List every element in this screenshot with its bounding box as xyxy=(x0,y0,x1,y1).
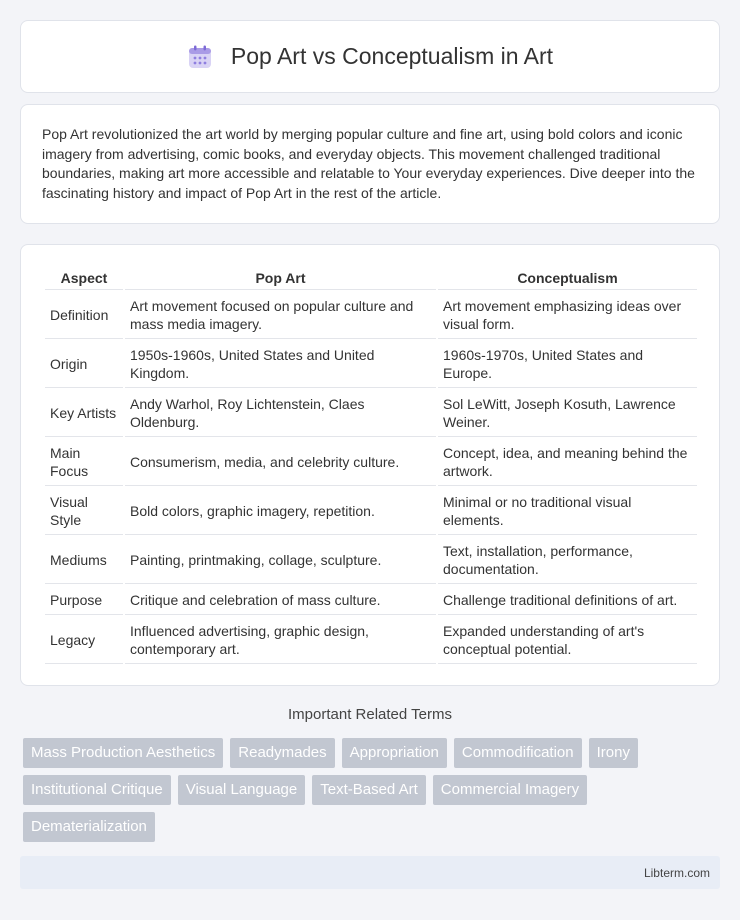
comparison-table xyxy=(43,265,699,666)
page-title: Pop Art vs Conceptualism in Art xyxy=(230,43,554,69)
related-term-tag[interactable]: Dematerialization xyxy=(23,812,155,842)
related-term-tag[interactable]: Appropriation xyxy=(342,738,447,768)
cell-aspect: Mediums xyxy=(45,537,123,584)
footer xyxy=(20,856,720,889)
cell-pop-art: 1950s-1960s, United States and United Kingdom. xyxy=(125,341,436,388)
related-terms-title: Important Related Terms xyxy=(288,706,452,723)
related-terms-list xyxy=(23,738,723,842)
cell-pop-art: Consumerism, media, and celebrity culture. xyxy=(125,439,436,486)
cell-pop-art: Bold colors, graphic imagery, repetition. xyxy=(125,488,436,535)
header-conceptualism: Conceptualism xyxy=(438,267,697,290)
related-term-tag[interactable]: Commodification xyxy=(454,738,582,768)
cell-conceptualism: Art movement emphasizing ideas over visual form. xyxy=(438,292,697,339)
related-term-tag[interactable]: Text-Based Art xyxy=(312,775,426,805)
cell-conceptualism: Expanded understanding of art's conceptual potential. xyxy=(438,617,697,664)
cell-conceptualism: Challenge traditional definitions of art. xyxy=(438,586,697,615)
cell-pop-art: Influenced advertising, graphic design, contemporary art. xyxy=(125,617,436,664)
table-row xyxy=(45,488,697,535)
intro-text: Pop Art revolutionized the art world by merging popular culture and fine art, using bold colors and iconic imagery from advertising, comic books, and everyday objects. This movement challenged traditional boundaries, making art more accessible and relatable to Your everyday experiences. Dive deeper into the fascinating history and impact of Pop Art in the rest of the article. xyxy=(42,126,695,201)
cell-pop-art: Andy Warhol, Roy Lichtenstein, Claes Oldenburg. xyxy=(125,390,436,437)
cell-conceptualism: 1960s-1970s, United States and Europe. xyxy=(438,341,697,388)
cell-conceptualism: Text, installation, performance, documentation. xyxy=(438,537,697,584)
cell-aspect: Visual Style xyxy=(45,488,123,535)
cell-aspect: Definition xyxy=(45,292,123,339)
cell-aspect: Purpose xyxy=(45,586,123,615)
table-row xyxy=(45,292,697,339)
table-row xyxy=(45,586,697,615)
cell-conceptualism: Sol LeWitt, Joseph Kosuth, Lawrence Weiner. xyxy=(438,390,697,437)
cell-conceptualism: Concept, idea, and meaning behind the artwork. xyxy=(438,439,697,486)
related-term-tag[interactable]: Commercial Imagery xyxy=(433,775,587,805)
related-term-tag[interactable]: Irony xyxy=(589,738,638,768)
table-header-row xyxy=(45,267,697,290)
header-pop-art: Pop Art xyxy=(125,267,436,290)
related-term-tag[interactable]: Mass Production Aesthetics xyxy=(23,738,223,768)
cell-pop-art: Painting, printmaking, collage, sculpture. xyxy=(125,537,436,584)
related-term-tag[interactable]: Visual Language xyxy=(178,775,306,805)
footer-site-link[interactable]: Libterm.com xyxy=(643,865,710,880)
cell-pop-art: Critique and celebration of mass culture. xyxy=(125,586,436,615)
related-term-tag[interactable]: Readymades xyxy=(230,738,334,768)
cell-aspect: Origin xyxy=(45,341,123,388)
related-term-tag[interactable]: Institutional Critique xyxy=(23,775,171,805)
title-wrap xyxy=(187,43,553,70)
table-row xyxy=(45,439,697,486)
header-card xyxy=(20,20,720,93)
intro-card xyxy=(20,104,720,224)
table-row xyxy=(45,341,697,388)
header-aspect: Aspect xyxy=(45,267,123,290)
comparison-card xyxy=(20,244,720,686)
table-row xyxy=(45,617,697,664)
calendar-icon xyxy=(187,44,213,70)
cell-conceptualism: Minimal or no traditional visual elements. xyxy=(438,488,697,535)
table-row xyxy=(45,537,697,584)
cell-aspect: Main Focus xyxy=(45,439,123,486)
table-row xyxy=(45,390,697,437)
cell-aspect: Key Artists xyxy=(45,390,123,437)
cell-aspect: Legacy xyxy=(45,617,123,664)
cell-pop-art: Art movement focused on popular culture and mass media imagery. xyxy=(125,292,436,339)
